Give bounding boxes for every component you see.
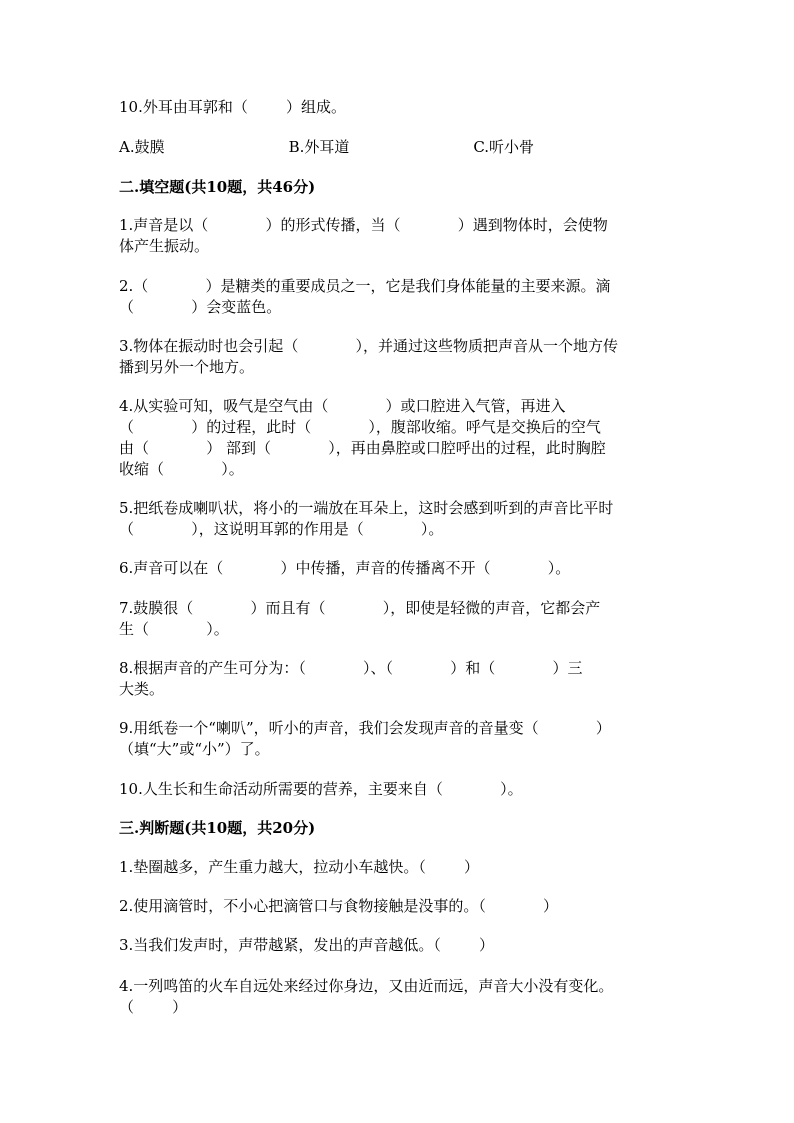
fill-question-8-line-2: 大类。 [119, 680, 165, 698]
fill-question-4-line-4: 收缩（ ）。 [119, 460, 244, 478]
fill-question-10: 10.人生长和生命活动所需要的营养，主要来自（ ）。 [119, 780, 523, 798]
judge-question-4-line-2: （ ） [119, 998, 188, 1016]
fill-question-1-line-2: 体产生振动。 [119, 237, 210, 255]
fill-question-6: 6.声音可以在（ ）中传播，声音的传播离不开（ ）。 [119, 559, 571, 577]
fill-question-5-line-2: （ ），这说明耳郭的作用是（ ）。 [119, 520, 444, 538]
fill-question-7-line-1: 7.鼓膜很（ ）而且有（ ），即使是轻微的声音，它都会产 [119, 599, 601, 617]
fill-question-2-line-1: 2.（ ）是糖类的重要成员之一，它是我们身体能量的主要来源。滴 [119, 277, 611, 295]
fill-question-5-line-1: 5.把纸卷成喇叭状，将小的一端放在耳朵上，这时会感到听到的声音比平时 [119, 499, 614, 517]
fill-question-9-line-1: 9.用纸卷一个“喇叭”，听小的声音，我们会发现声音的音量变（ ） [119, 719, 611, 737]
fill-question-4-line-3: 由（ ） 部到（ ），再由鼻腔或口腔呼出的过程，此时胸腔 [119, 439, 606, 457]
fill-question-9-line-2: （填“大”或“小”）了。 [119, 740, 270, 758]
fill-question-3-line-1: 3.物体在振动时也会引起（ ），并通过这些物质把声音从一个地方传 [119, 337, 619, 355]
fill-question-3-line-2: 播到另外一个地方。 [119, 358, 255, 376]
fill-question-8-line-1: 8.根据声音的产生可分为：（ ）、（ ）和（ ）三 [119, 659, 583, 677]
fill-question-1-line-1: 1.声音是以（ ）的形式传播，当（ ）遇到物体时，会使物 [119, 216, 608, 234]
section-heading-fill-blank: 二.填空题(共10题，共46分) [119, 178, 316, 196]
judge-question-1: 1.垫圈越多，产生重力越大，拉动小车越快。（ ） [119, 858, 479, 876]
question-10-options: A.鼓膜 B.外耳道 C.听小骨 [119, 138, 535, 156]
question-10-text: 10.外耳由耳郭和（ ）组成。 [119, 98, 347, 116]
fill-question-4-line-2: （ ）的过程，此时（ ），腹部收缩。呼气是交换后的空气 [119, 418, 601, 436]
fill-question-7-line-2: 生（ ）。 [119, 620, 229, 638]
fill-question-2-line-2: （ ）会变蓝色。 [119, 298, 282, 316]
judge-question-4-line-1: 4.一列鸣笛的火车自远处来经过你身边，又由近而远，声音大小没有变化。 [119, 977, 614, 995]
fill-question-4-line-1: 4.从实验可知，吸气是空气由（ ）或口腔进入气管，再进入 [119, 397, 566, 415]
judge-question-3: 3.当我们发声时，声带越紧，发出的声音越低。（ ） [119, 936, 494, 954]
judge-question-2: 2.使用滴管时，不小心把滴管口与食物接触是没事的。（ ） [119, 897, 559, 915]
section-heading-true-false: 三.判断题(共10题，共20分) [119, 819, 316, 837]
